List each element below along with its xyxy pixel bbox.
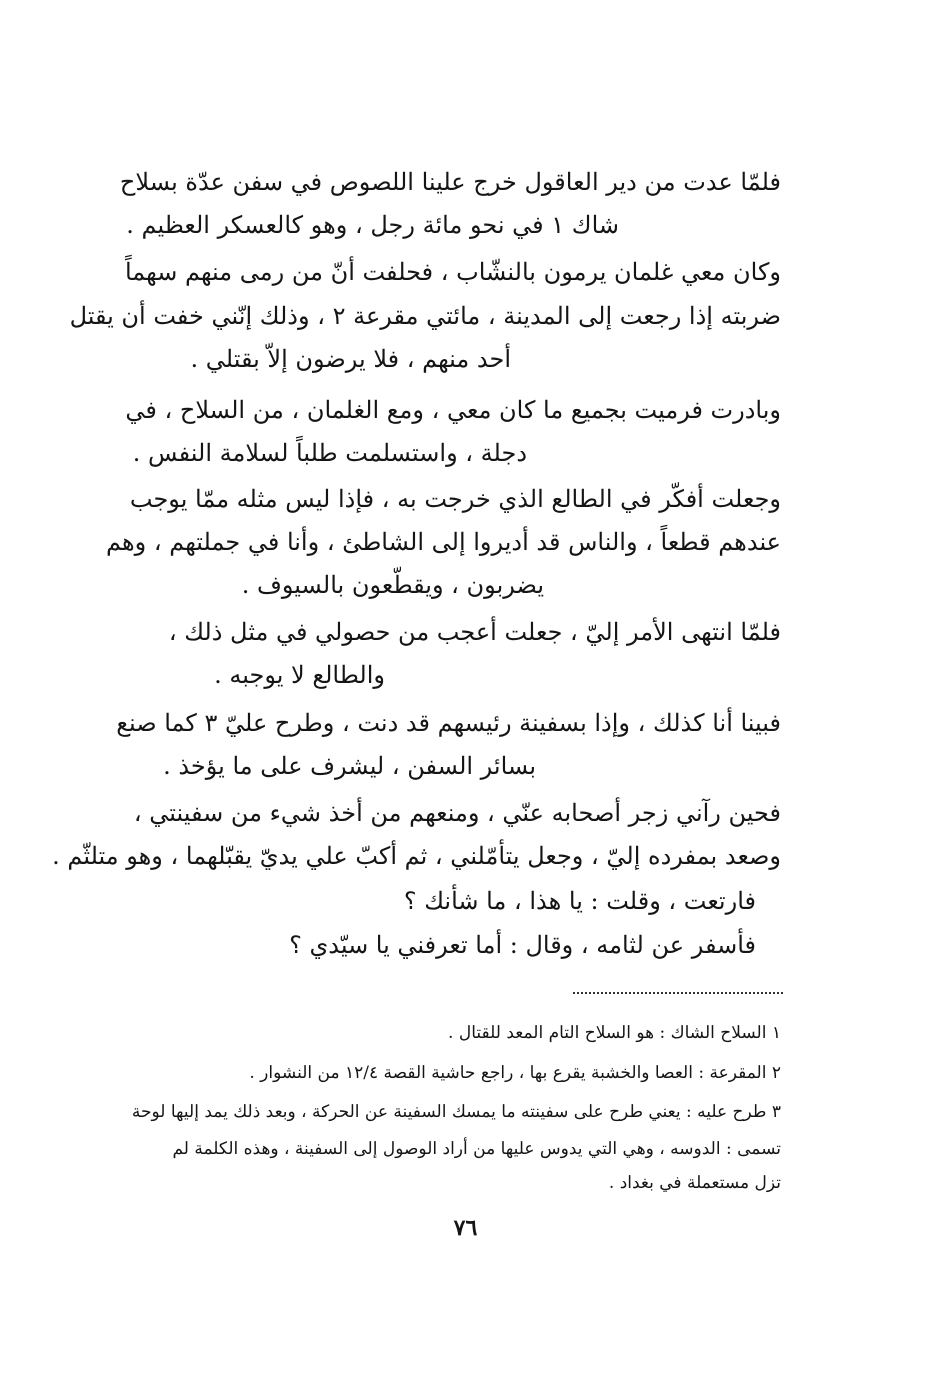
body-line-13: فبينا أنا كذلك ، وإذا بسفينة رئيسهم قد دنت ، وطرح عليّ ٣ كما صنع <box>116 709 781 737</box>
body-line-14: بسائر السفن ، ليشرف على ما يؤخذ . <box>163 752 536 780</box>
body-line-3: وكان معي غلمان يرمون بالنشّاب ، فحلفت أنّ من رمى منهم سهماً <box>124 258 781 286</box>
body-line-11: فلمّا انتهى الأمر إليّ ، جعلت أعجب من حصولي في مثل ذلك ، <box>168 618 781 646</box>
body-line-17: فارتعت ، وقلت : يا هذا ، ما شأنك ؟ <box>403 887 756 915</box>
body-line-5: أحد منهم ، فلا يرضون إلاّ بقتلي . <box>190 345 511 373</box>
body-line-2: شاك ١ في نحو مائة رجل ، وهو كالعسكر العظيم . <box>126 211 619 239</box>
body-line-9: عندهم قطعاً ، والناس قد أديروا إلى الشاطئ ، وأنا في جملتهم ، وهم <box>106 528 781 556</box>
body-line-15: فحين رآني زجر أصحابه عنّي ، ومنعهم من أخذ شيء من سفينتي ، <box>133 799 781 827</box>
footnote-2: ٢ المقرعة : العصا والخشبة يقرع بها ، راجع حاشية القصة ١٢/٤ من النشوار . <box>249 1063 781 1083</box>
body-line-10: يضربون ، ويقطّعون بالسيوف . <box>241 571 544 599</box>
footnote-separator <box>573 992 783 994</box>
body-line-16: وصعد بمفرده إليّ ، وجعل يتأمّلني ، ثم أكبّ علي يديّ يقبّلهما ، وهو متلثّم . <box>52 842 781 870</box>
body-line-7: دجلة ، واستسلمت طلباً لسلامة النفس . <box>132 439 527 467</box>
body-line-12: والطالع لا يوجبه . <box>214 661 385 689</box>
body-line-8: وجعلت أفكّر في الطالع الذي خرجت به ، فإذا ليس مثله ممّا يوجب <box>129 485 781 513</box>
footnote-3-line-3: تزل مستعملة في بغداد . <box>608 1173 781 1193</box>
footnote-1: ١ السلاح الشاك : هو السلاح التام المعد للقتال . <box>448 1023 781 1043</box>
footnote-3-line-1: ٣ طرح عليه : يعني طرح على سفينته ما يمسك السفينة عن الحركة ، وبعد ذلك يمد إليها لوحة <box>131 1102 781 1122</box>
footnote-3-line-2: تسمى : الدوسه ، وهي التي يدوس عليها من أراد الوصول إلى السفينة ، وهذه الكلمة لم <box>172 1139 781 1159</box>
body-line-1: فلمّا عدت من دير العاقول خرج علينا اللصوص في سفن عدّة بسلاح <box>119 168 781 196</box>
body-line-18: فأسفر عن لثامه ، وقال : أما تعرفني يا سيّدي ؟ <box>289 931 756 959</box>
body-line-6: وبادرت فرميت بجميع ما كان معي ، ومع الغلمان ، من السلاح ، في <box>125 396 781 424</box>
body-line-4: ضربته إذا رجعت إلى المدينة ، مائتي مقرعة ٢ ، وذلك إنّني خفت أن يقتل <box>69 302 781 330</box>
page-number: ٧٦ <box>453 1215 478 1241</box>
